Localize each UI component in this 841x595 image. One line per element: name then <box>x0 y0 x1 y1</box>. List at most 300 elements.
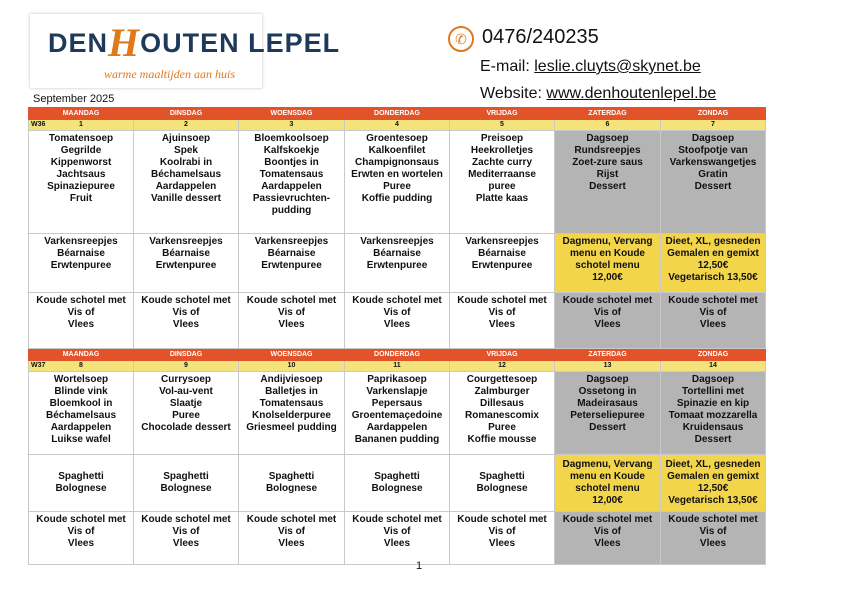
menu-line: Currysoep <box>160 374 211 385</box>
menu-line: Varkenslapje <box>366 386 428 397</box>
day-header: MAANDAG <box>29 108 134 120</box>
menu-lines <box>29 236 133 272</box>
menu-line: Vlees <box>594 319 621 330</box>
menu-line: Zalmburger <box>474 386 530 397</box>
price-offer-cell <box>555 455 661 512</box>
menu-lines <box>239 295 344 331</box>
date-cell <box>239 120 345 131</box>
menu-line: Vlees <box>594 538 621 549</box>
menu-lines <box>661 236 765 284</box>
menu-line: 12,50€ <box>697 483 729 494</box>
date-cell <box>239 361 345 372</box>
date-number: 9 <box>184 362 188 369</box>
alt-menu-cell <box>29 455 134 512</box>
main-menu-cell <box>134 131 239 234</box>
menu-line: Koude schotel met <box>246 295 337 306</box>
date-cell <box>134 120 239 131</box>
menu-line: Boontjes in <box>264 157 319 168</box>
main-menu-cell <box>345 372 450 455</box>
main-menu-cell <box>29 372 134 455</box>
menu-line: Erwten en wortelen <box>351 169 443 180</box>
menu-line: Vol-au-vent <box>159 386 213 397</box>
date-cell <box>29 120 134 131</box>
menu-line: Dagsoep <box>691 374 735 385</box>
menu-line: Koolrabi in <box>159 157 213 168</box>
day-header: MAANDAG <box>29 349 134 361</box>
cold-plate-row <box>29 293 766 349</box>
main-menu-cell <box>134 372 239 455</box>
menu-line: Vis of <box>67 307 95 318</box>
menu-line: Béarnaise <box>162 248 210 259</box>
menu-line: Puree <box>488 422 516 433</box>
menu-line: pudding <box>271 205 312 216</box>
alt-menu-row <box>29 455 766 512</box>
menu-line: Koude schotel met <box>668 514 758 525</box>
menu-line: Vis of <box>172 307 200 318</box>
menu-lines <box>661 295 765 331</box>
date-cell <box>450 120 555 131</box>
menu-table <box>28 107 766 565</box>
date-number: 10 <box>287 362 296 369</box>
day-header: DINSDAG <box>134 349 239 361</box>
menu-line: Vlees <box>699 538 727 549</box>
menu-line: Vis of <box>699 526 727 537</box>
menu-line: Kalfskoekje <box>263 145 320 156</box>
menu-line: schotel menu <box>575 483 640 494</box>
date-cell <box>29 361 134 372</box>
menu-line: Spaghetti <box>479 471 525 482</box>
phone-icon: ✆ <box>448 26 474 52</box>
menu-lines <box>555 459 660 507</box>
menu-line: Vlees <box>172 538 200 549</box>
day-header: ZATERDAG <box>555 108 661 120</box>
day-header: ZATERDAG <box>555 349 661 361</box>
menu-line: Vlees <box>488 538 516 549</box>
logo-tagline: warme maaltijden aan huis <box>104 67 235 81</box>
menu-line: Bolognese <box>476 483 528 494</box>
menu-line: puree <box>488 181 516 192</box>
menu-line: Koffie mousse <box>467 434 537 445</box>
menu-line: Blinde vink <box>54 386 108 397</box>
date-cell <box>345 120 450 131</box>
alt-menu-cell <box>450 455 555 512</box>
menu-line: Aardappelen <box>366 422 428 433</box>
menu-line: Varkenswangetjes <box>669 157 757 168</box>
menu-line: Aardappelen <box>155 181 217 192</box>
menu-line: Vegetarisch 13,50€ <box>668 495 758 506</box>
day-header: WOENSDAG <box>239 349 345 361</box>
cold-plate-cell <box>239 293 345 349</box>
day-header: DONDERDAG <box>345 349 450 361</box>
menu-lines <box>661 374 765 446</box>
menu-line: Koude schotel met <box>668 295 758 306</box>
menu-lines <box>661 459 765 507</box>
menu-line: Varkensreepjes <box>44 236 118 247</box>
menu-line: Béarnaise <box>478 248 526 259</box>
menu-lines <box>450 236 554 272</box>
menu-line: Bolognese <box>371 483 423 494</box>
menu-line: Koude schotel met <box>352 295 442 306</box>
menu-lines <box>345 374 449 446</box>
cold-plate-cell <box>134 293 239 349</box>
menu-line: Erwtenpuree <box>50 260 112 271</box>
menu-line: Dagsoep <box>586 374 629 385</box>
menu-line: Varkensreepjes <box>254 236 329 247</box>
alt-menu-cell <box>345 455 450 512</box>
menu-line: Vis of <box>488 526 516 537</box>
menu-lines <box>134 236 238 272</box>
menu-lines <box>134 374 238 434</box>
menu-line: Gratin <box>698 169 728 180</box>
date-number: 3 <box>289 121 294 128</box>
menu-line: Passievruchten- <box>252 193 331 204</box>
main-menu-row <box>29 131 766 234</box>
menu-line: Vis of <box>172 526 200 537</box>
day-header-row <box>29 108 766 120</box>
menu-line: Andijviesoep <box>260 374 323 385</box>
menu-line: Bolognese <box>55 483 107 494</box>
main-menu-cell <box>239 131 345 234</box>
menu-line: Dieet, XL, gesneden <box>665 459 761 470</box>
menu-line: Groentemaçedoine <box>351 410 443 421</box>
menu-lines <box>555 374 660 434</box>
menu-line: Aardappelen <box>261 181 322 192</box>
menu-line: Dessert <box>589 422 626 433</box>
main-menu-cell <box>450 131 555 234</box>
menu-lines <box>29 374 133 446</box>
menu-line: Balletjes in <box>265 386 318 397</box>
cold-plate-cell <box>555 512 661 565</box>
day-header: ZONDAG <box>661 108 766 120</box>
menu-line: Preisoep <box>480 133 524 144</box>
price-offer-cell <box>555 234 661 293</box>
day-header-row <box>29 349 766 361</box>
month-label: September 2025 <box>33 93 115 105</box>
website-line: Website: www.denhoutenlepel.be <box>480 85 717 102</box>
menu-line: Béchamelsaus <box>45 410 117 421</box>
menu-line: Madeirasaus <box>577 398 638 409</box>
menu-line: Vlees <box>172 319 200 330</box>
cold-plate-cell <box>555 293 661 349</box>
menu-line: Bananen pudding <box>354 434 440 445</box>
phone-number: 0476/240235 <box>482 26 599 48</box>
menu-line: Ossetong in <box>578 386 637 397</box>
date-cell <box>661 120 766 131</box>
menu-line: Erwtenpuree <box>261 260 322 271</box>
menu-line: Spaghetti <box>268 471 315 482</box>
menu-line: Tomaat mozzarella <box>668 410 758 421</box>
alt-menu-cell <box>134 234 239 293</box>
menu-line: Mediterraanse <box>468 169 536 180</box>
menu-line: Stoofpotje van <box>678 145 748 156</box>
menu-line: Koude schotel met <box>141 295 231 306</box>
menu-lines <box>239 236 344 272</box>
day-header: ZONDAG <box>661 349 766 361</box>
menu-line: Vis of <box>67 526 95 537</box>
menu-line: Béarnaise <box>373 248 421 259</box>
menu-lines <box>239 133 344 217</box>
menu-line: Wortelsoep <box>53 374 109 385</box>
menu-line: Rundsreepjes <box>574 145 641 156</box>
menu-line: menu en Koude <box>569 471 645 482</box>
menu-line: menu en Koude <box>569 248 645 259</box>
week-label: W37 <box>31 362 46 369</box>
main-menu-cell <box>555 372 661 455</box>
menu-line: Erwtenpuree <box>366 260 428 271</box>
menu-line: Slaatje <box>169 398 203 409</box>
menu-line: Vegetarisch 13,50€ <box>668 272 758 283</box>
menu-lines <box>555 295 660 331</box>
cold-plate-cell <box>450 512 555 565</box>
cold-plate-cell <box>134 512 239 565</box>
main-menu-cell <box>661 131 766 234</box>
cold-plate-cell <box>239 512 345 565</box>
menu-line: Kippenworst <box>50 157 112 168</box>
cold-plate-cell <box>29 293 134 349</box>
alt-menu-cell <box>239 455 345 512</box>
menu-line: Vlees <box>67 538 95 549</box>
menu-lines <box>345 514 449 550</box>
menu-line: Varkensreepjes <box>360 236 434 247</box>
cold-plate-cell <box>661 293 766 349</box>
menu-lines <box>450 133 554 205</box>
menu-line: Béarnaise <box>57 248 105 259</box>
cold-plate-cell <box>450 293 555 349</box>
menu-line: Bloemkoolsoep <box>254 133 329 144</box>
date-number: 13 <box>603 362 612 369</box>
menu-line: Béarnaise <box>267 248 316 259</box>
alt-menu-cell <box>29 234 134 293</box>
menu-lines <box>239 471 344 495</box>
date-number: 14 <box>709 362 717 369</box>
alt-menu-cell <box>450 234 555 293</box>
menu-line: Dessert <box>694 181 732 192</box>
menu-line: Erwtenpuree <box>471 260 533 271</box>
menu-line: Varkensreepjes <box>465 236 539 247</box>
cold-plate-cell <box>345 293 450 349</box>
company-logo <box>30 14 341 88</box>
main-menu-row <box>29 372 766 455</box>
menu-line: Koude schotel met <box>457 514 547 525</box>
menu-line: Puree <box>172 410 200 421</box>
menu-line: Koude schotel met <box>141 514 231 525</box>
date-number: 12 <box>498 362 506 369</box>
date-number: 6 <box>605 121 610 128</box>
menu-line: Koude schotel met <box>352 514 442 525</box>
date-cell <box>555 120 661 131</box>
menu-line: Kruidensaus <box>682 422 744 433</box>
menu-line: Gegrilde <box>60 145 102 156</box>
menu-line: Groentesoep <box>366 133 428 144</box>
menu-line: Vlees <box>699 319 727 330</box>
alt-menu-cell <box>345 234 450 293</box>
date-cell <box>661 361 766 372</box>
price-offer-cell <box>661 234 766 293</box>
date-number: 7 <box>711 121 715 128</box>
menu-line: Courgettesoep <box>466 374 538 385</box>
alt-menu-cell <box>239 234 345 293</box>
logo-wordmark: DENHOUTEN LEPEL <box>48 20 341 65</box>
date-number: 11 <box>393 362 401 369</box>
menu-line: Fruit <box>69 193 93 204</box>
menu-line: Platte kaas <box>475 193 529 204</box>
cold-plate-cell <box>661 512 766 565</box>
menu-lines <box>555 133 660 193</box>
menu-line: Spaghetti <box>374 471 420 482</box>
menu-lines <box>134 471 238 495</box>
menu-line: Dieet, XL, gesneden <box>665 236 761 247</box>
menu-line: Vanille dessert <box>150 193 222 204</box>
menu-lines <box>345 133 449 205</box>
menu-line: Vlees <box>488 319 516 330</box>
menu-lines <box>555 236 660 284</box>
menu-line: Vlees <box>67 319 95 330</box>
menu-lines <box>555 514 660 550</box>
main-menu-cell <box>239 372 345 455</box>
menu-line: Vlees <box>383 319 411 330</box>
email-line: E-mail: leslie.cluyts@skynet.be <box>480 58 701 75</box>
menu-line: Béchamelsaus <box>150 169 222 180</box>
menu-lines <box>345 471 449 495</box>
menu-lines <box>29 133 133 205</box>
menu-line: Vis of <box>488 307 516 318</box>
menu-lines <box>29 471 133 495</box>
main-menu-cell <box>450 372 555 455</box>
menu-line: Varkensreepjes <box>149 236 223 247</box>
menu-line: Koude schotel met <box>562 295 653 306</box>
menu-lines <box>239 514 344 550</box>
week-label: W36 <box>31 121 46 128</box>
menu-line: Dagsoep <box>691 133 735 144</box>
menu-line: Dagsoep <box>586 133 629 144</box>
menu-line: Zoet-zure saus <box>572 157 643 168</box>
alt-menu-cell <box>134 455 239 512</box>
menu-line: Koude schotel met <box>246 514 337 525</box>
menu-lines <box>134 514 238 550</box>
menu-lines <box>134 295 238 331</box>
menu-line: Koude schotel met <box>36 295 126 306</box>
date-cell <box>450 361 555 372</box>
menu-line: Koffie pudding <box>361 193 433 204</box>
date-cell <box>345 361 450 372</box>
menu-lines <box>450 471 554 495</box>
menu-line: Pepersaus <box>371 398 423 409</box>
menu-line: Vlees <box>278 538 305 549</box>
menu-line: Bloemkool in <box>49 398 113 409</box>
menu-line: Vis of <box>383 526 411 537</box>
menu-line: Koude schotel met <box>36 514 126 525</box>
menu-lines <box>29 295 133 331</box>
menu-line: Heekrolletjes <box>470 145 534 156</box>
website-link[interactable]: www.denhoutenlepel.be <box>546 85 717 102</box>
menu-lines <box>450 514 554 550</box>
menu-line: Dagmenu, Vervang <box>562 459 653 470</box>
menu-line: Vlees <box>278 319 305 330</box>
menu-line: Vis of <box>593 307 622 318</box>
menu-line: Champignonsaus <box>355 157 439 168</box>
email-link[interactable]: leslie.cluyts@skynet.be <box>534 58 701 75</box>
menu-line: Gemalen en gemixt <box>667 248 759 259</box>
date-number: 5 <box>500 121 504 128</box>
menu-line: Spek <box>174 145 198 156</box>
date-number: 4 <box>395 121 399 128</box>
date-cell <box>555 361 661 372</box>
menu-lines <box>239 374 344 434</box>
menu-lines <box>661 133 765 193</box>
main-menu-cell <box>555 131 661 234</box>
menu-line: Vis of <box>699 307 727 318</box>
menu-line: Chocolade dessert <box>141 422 231 433</box>
menu-line: Luikse wafel <box>51 434 111 445</box>
menu-line: 12,50€ <box>697 260 729 271</box>
day-header: DONDERDAG <box>345 108 450 120</box>
menu-lines <box>29 514 133 550</box>
menu-line: Knolselderpuree <box>252 410 331 421</box>
day-header: DINSDAG <box>134 108 239 120</box>
menu-line: Tomatensaus <box>259 398 324 409</box>
menu-lines <box>134 133 238 205</box>
menu-line: Spinazie en kip <box>676 398 750 409</box>
date-row <box>29 361 766 372</box>
day-header: WOENSDAG <box>239 108 345 120</box>
cold-plate-cell <box>29 512 134 565</box>
menu-line: Vis of <box>277 526 306 537</box>
menu-line: Spaghetti <box>58 471 104 482</box>
menu-line: Vis of <box>383 307 411 318</box>
menu-line: Puree <box>383 181 411 192</box>
menu-lines <box>450 295 554 331</box>
day-header: VRIJDAG <box>450 108 555 120</box>
menu-line: Aardappelen <box>50 422 112 433</box>
menu-line: Romanescomix <box>465 410 539 421</box>
menu-lines <box>450 374 554 446</box>
cold-plate-cell <box>345 512 450 565</box>
menu-line: Gemalen en gemixt <box>667 471 759 482</box>
date-number: 1 <box>79 121 83 128</box>
menu-line: Dessert <box>589 181 626 192</box>
menu-line: Kalkoenfilet <box>368 145 426 156</box>
menu-lines <box>345 236 449 272</box>
menu-line: Jachtsaus <box>56 169 106 180</box>
menu-line: Ajuinsoep <box>161 133 211 144</box>
date-row <box>29 120 766 131</box>
menu-line: Tortellini met <box>681 386 745 397</box>
main-menu-cell <box>29 131 134 234</box>
date-cell <box>134 361 239 372</box>
menu-line: Vis of <box>593 526 622 537</box>
menu-line: Vlees <box>383 538 411 549</box>
menu-line: Vis of <box>277 307 306 318</box>
menu-line: schotel menu <box>575 260 640 271</box>
menu-line: Griesmeel pudding <box>246 422 337 433</box>
menu-line: Paprikasoep <box>367 374 427 385</box>
date-number: 8 <box>79 362 83 369</box>
menu-line: Bolognese <box>265 483 318 494</box>
alt-menu-row <box>29 234 766 293</box>
date-number: 2 <box>184 121 188 128</box>
menu-line: Tomatensaus <box>259 169 324 180</box>
menu-line: Dessert <box>694 434 732 445</box>
menu-line: Koude schotel met <box>562 514 653 525</box>
menu-line: Koude schotel met <box>457 295 547 306</box>
menu-line: 12,00€ <box>592 495 623 506</box>
menu-lines <box>661 514 765 550</box>
price-offer-cell <box>661 455 766 512</box>
menu-line: Dagmenu, Vervang <box>562 236 653 247</box>
menu-lines <box>345 295 449 331</box>
menu-line: Erwtenpuree <box>155 260 217 271</box>
menu-line: Spinaziepuree <box>47 181 115 192</box>
